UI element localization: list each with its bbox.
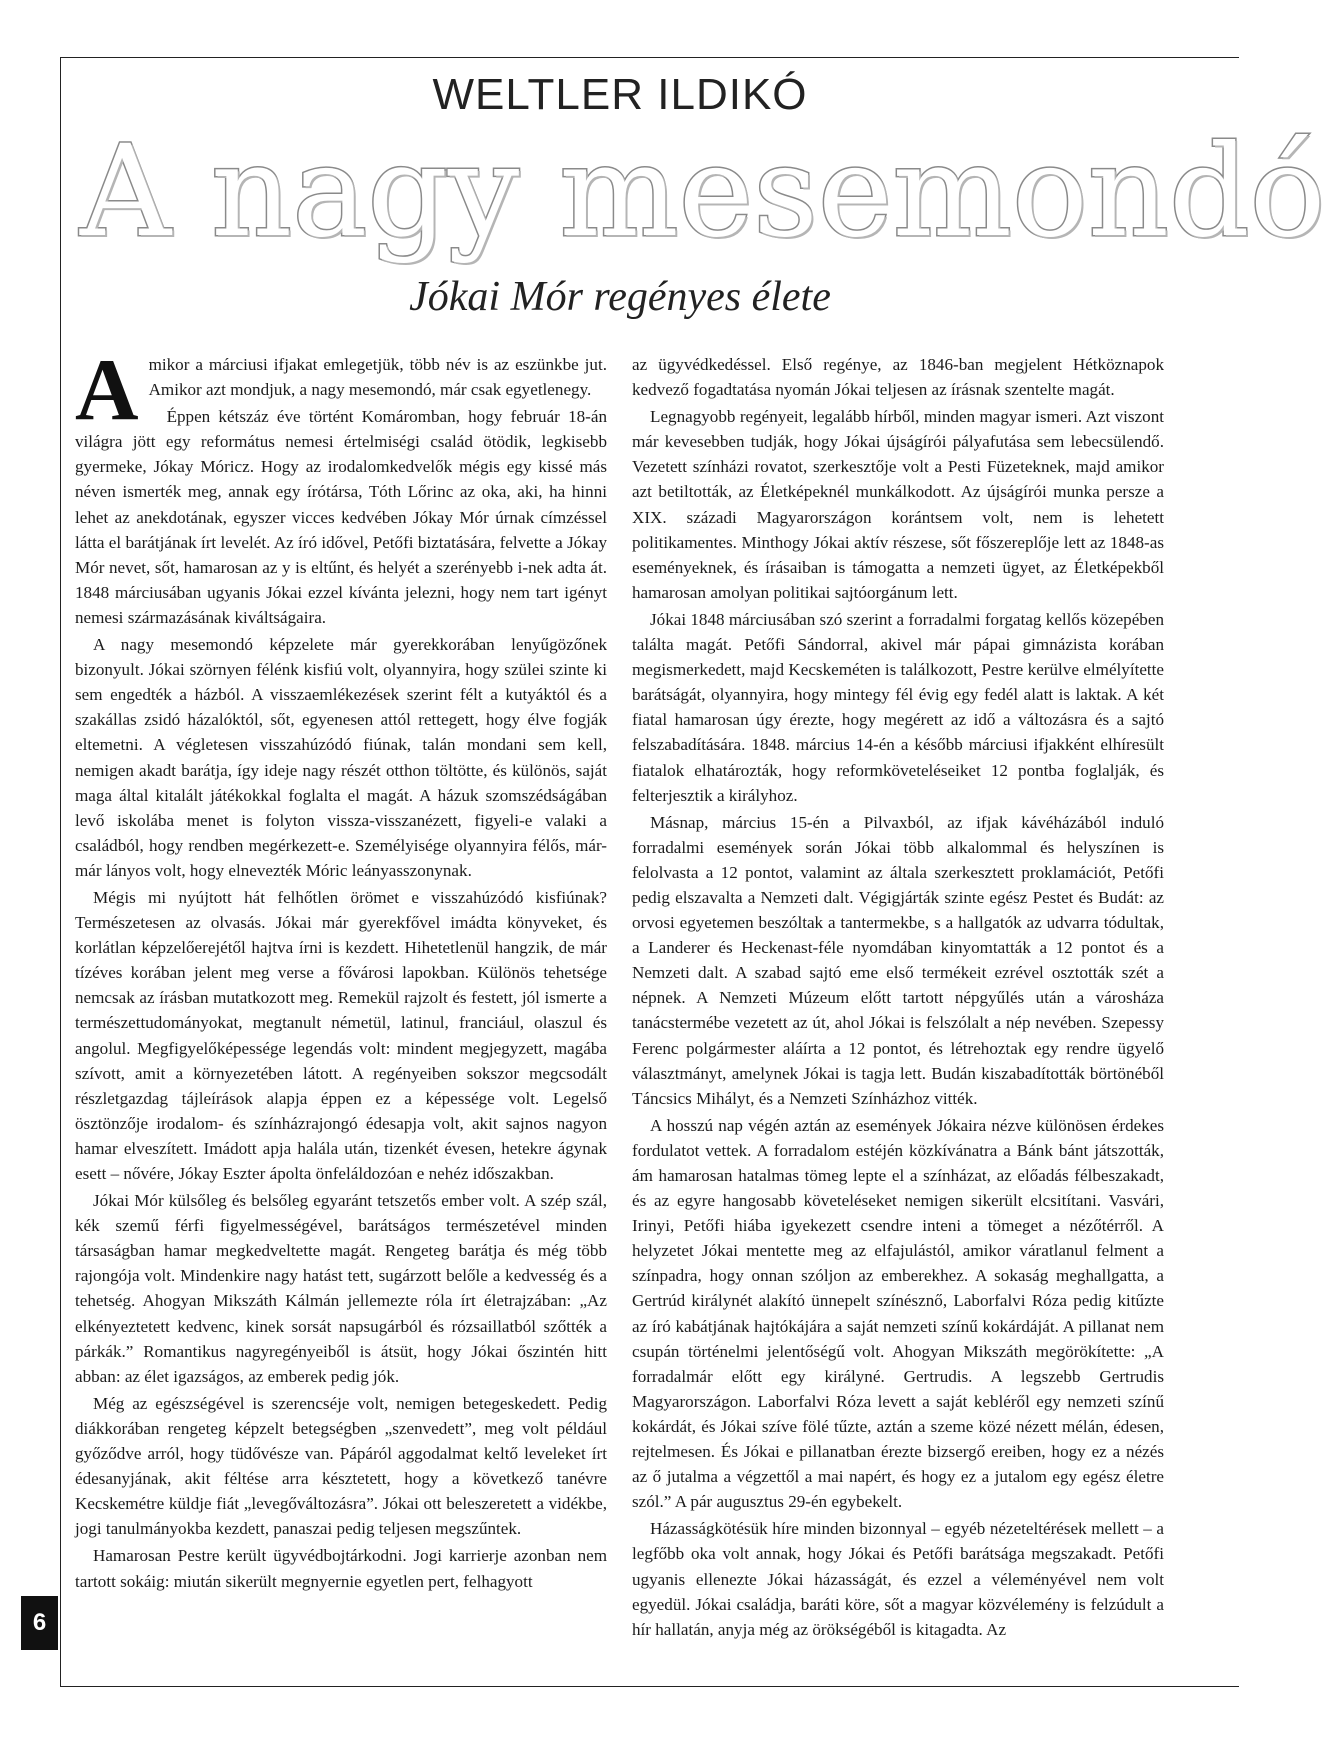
- author-name: WELTLER ILDIKÓ: [432, 70, 808, 119]
- paragraph: Éppen kétszáz éve történt Komáromban, hogy február 18-án világra jött egy református nemesi értelmiségi család ötödik, legkisebb gyermeke, Jókay Móricz. Hogy az irodalomkedvelők mégis egy kissé más néven ismerték meg, annak egy írótársa, Tóth Lőrinc az oka, aki, ha hinni lehet az anekdotának, egyszer vicces kedvében Jókay Mór úrnak címzéssel látta el barátjának írt levelét. Az író idővel, Petőfi biztatására, felvette a Jókay Mór nevet, sőt, hamarosan az y is eltűnt, és helyét a szerényebb i-nek adta át. 1848 márciusában ugyanis Jókai ezzel kívánta jelezni, hogy nem tart igényt nemesi származásának kiváltságaira.: [75, 407, 607, 627]
- paragraph-text: mikor a márciusi ifjakat emlegetjük, több név is az eszünkbe jut. Amikor azt mondjuk, a nagy mesemondó, már csak egyetlenegy.: [148, 355, 607, 400]
- paragraph: Még az egészségével is szerencséje volt, nemigen betegeskedett. Pedig diákkorában rengeteg képzelt betegségben „szenvedett”, meg volt például győződve arról, hogy tüdővésze van. Pápáról aggodalmat keltő leveleket írt édesanyjának, akit féltése arra késztetett, hogy a következő tanévre Kecskemétre küldje fiát „levegőváltozásra”. Jókai ott beleszeretett a vidékbe, jogi tanulmányokba kezdett, panaszai pedig teljesen megszűntek.: [75, 1393, 607, 1539]
- paragraph: Házasságkötésük híre minden bizonnyal – egyéb nézeteltérések mellett – a legfőbb oka volt annak, hogy Jókai és Petőfi barátsága megszakadt. Petőfi ugyanis ellenezte Jókai házasságát, és ezzel a véleményével nem volt egyedül. Jókai családja, baráti köre, sőt a magyar közvélemény is felzúdult a hír hallatán, anyja még az örökségéből is kitagadta. Az: [632, 1519, 1164, 1639]
- paragraph: az ügyvédkedéssel. Első regénye, az 1846-ban megjelent Hétköznapok kedvező fogadtatása nyomán Jókai teljesen az írásnak szentelte magát.: [632, 355, 1164, 400]
- paragraph: Legnagyobb regényeit, legalább hírből, minden magyar ismeri. Azt viszont már kevesebben tudják, hogy Jókai újságírói pályafutása sem lebecsülendő. Vezetett színházi rovatot, szerkesztője volt a Pesti Füzeteknek, majd amikor azt betiltották, az Életképeknél munkálkodott. Az újságírói munka persze a XIX. századi Magyarországon korántsem volt, nem is lehetett politikamentes. Minthogy Jókai aktív részese, sőt főszereplője lett az 1848-as eseményeknek, és írásaiban is támogatta a nemzeti ügyet, az Életképekből hamarosan amolyan politikai sajtóorgánum lett.: [632, 407, 1164, 602]
- paragraph: [75, 342, 607, 439]
- paragraph: Hamarosan Pestre került ügyvédbojtárkodni. Jogi karrierje azonban nem tartott sokáig: miután sikerült megnyernie egyetlen pert, felhagyott: [75, 1546, 607, 1591]
- paragraph: Másnap, március 15-én a Pilvaxból, az ifjak kávéházából induló forradalmi események során Jókai több alkalommal és helyszínen is felolvasta a 12 pontot, valamint az általa szerkesztett proklamációt, Petőfi pedig elszavalta a Nemzeti dalt. Végigjárták szinte egész Pestet és Budát: az orvosi egyetemen beszóltak a tantermekbe, s a hallgatók az udvarra tódultak, a Landerer és Heckenast-féle nyomdában kinyomtatták a 12 pontot és a Nemzeti dalt. A szabad sajtó eme első termékeit ezrével osztották szét a népnek. A Nemzeti Múzeum előtt tartott népgyűlés után a városháza tanácstermébe vezetett az út, ahol Jókai is felszólalt a nép nevében. Szepessy Ferenc polgármester aláírta a 12 pontot, és létrehoztak egy rendre ügyelő választmányt, amelynek Jókai is tagja lett. Budán kiszabadították börtönéből Táncsics Mihályt, és a Nemzeti Színházhoz vitték.: [632, 812, 1164, 1108]
- drop-cap: A: [75, 342, 139, 439]
- paragraph: Jókai 1848 márciusában szó szerint a forradalmi forgatag kellős közepében találta magát. Petőfi Sándorral, akivel már pápai gimnázista korában megismerkedett, majd Kecskeméten is találkozott, Pestre kerülve elmélyítette barátságát, olyannyira, hogy mintegy fél évig egy fedél alatt is laktak. A két fiatal hamarosan úgy érezte, hogy megérett az idő a változásra és a sajtó felszabadítására. 1848. március 14-én a később márciusi ifjakként elhíresült fiatalok elhatározták, hogy reformköveteléseiket 12 pontba foglalják, és felterjesztik a királyhoz.: [632, 609, 1164, 805]
- paragraph: Mégis mi nyújtott hát felhőtlen örömet e visszahúzódó kisfiúnak? Természetesen az olvasás. Jókai már gyerekfővel imádta könyveket, és korlátlan képzelőerejétől hajtva írni is kezdett. Hihetetlenül hangzik, de már tízéves korában jelent meg verse a fővárosi lapokban. Különös tehetsége nemcsak az írásban mutatkozott meg. Remekül rajzolt és festett, jól ismerte a természettudományokat, megtanult németül, latinul, franciául, olaszul és angolul. Megfigyelőképessége legendás volt: mindent megjegyzett, magába szívott, amit a környezetében látott. A regényeiben sokszor megcsodált részletgazdag tájleírások alapja éppen ez a képessége volt. Legelső ösztönzője irodalom- és színházrajongó édesapja volt, akit sajnos nagyon hamar elveszített. Imádott apja halála után, tizenkét évesen, hetekre ágynak esett – nővére, Jókay Eszter ápolta önfeláldozóan e nehéz időszakban.: [75, 887, 607, 1183]
- page-number: 6: [21, 1596, 58, 1650]
- paragraph: A nagy mesemondó képzelete már gyerekkorában lenyűgözőnek bizonyult. Jókai szörnyen félénk kisfiú volt, olyannyira, hogy szülei szinte ki sem engedték a házból. A visszaemlékezések szerint félt a kutyáktól és a szakállas zsidó házalóktól, sőt, egyenesen attól rettegett, hogy élve fogják eltemetni. A végletesen visszahúzódó fiúnak, talán mondani sem kell, nemigen akadt barátja, így ideje nagy részét otthon töltötte, és különös, saját maga által kitalált játékokkal foglalta el magát. A házuk szomszédságában levő iskolába menet is folyton vissza-visszanézett, figyeli-e valaki a családból, hogy rendben megérkezett-e. Személyisége olyannyira félős, már-már lányos volt, hogy elnevezték Móric leányasszonynak.: [75, 635, 607, 880]
- article-title: A nagy mesemondó: [80, 118, 1325, 265]
- left-column: [75, 342, 607, 1594]
- paragraph: A hosszú nap végén aztán az események Jókaira nézve különösen érdekes fordulatot vettek. A forradalom estéjén közkívánatra a Bánk bánt játszották, ám hamarosan hatalmas tömeg lepte el a színházat, az előadás félbeszakadt, és az egyre hangosabb követeléseket nemigen sikerült elcsitítani. Vasvári, Irinyi, Petőfi hiába igyekezett csendre inteni a tömeget a nézőtérről. A helyzetet Jókai mentette meg az elfajulástól, amikor váratlanul felment a színpadra, hogy onnan szóljon az emberekhez. A sokaság meghallgatta, a Gertrúd királynét alakító ünnepelt színésznő, Laborfalvi Róza pedig kitűzte az író kabátjának hajtókájára a saját nemzeti színű kokárdáját. A pillanat nem csupán történelmi jelentőségű volt. Ahogyan Mikszáth megörökítette: „A forradalmár előtt egy királyné. Gertrudis. A legszebb Gertrudis Magyarországon. Laborfalvi Róza levett a saját kebléről egy nemzeti színű kokárdát, és Jókai szíve fölé tűzte, aztán a szeme közé nézett mélán, édesen, rejtelmesen. És Jókai e pillanatban érezte bizsergő ereiben, hogy ez a nézés az ő jutalma a végzettől a mai napért, és hogy ez a jutalom egy egész életre szól.” A pár augusztus 29-én egybekelt.: [632, 1115, 1164, 1512]
- article-subtitle: Jókai Mór regényes élete: [409, 274, 831, 320]
- paragraph: Jókai Mór külsőleg és belsőleg egyaránt tetszetős ember volt. A szép szál, kék szemű férfi figyelmességével, barátságos természetével minden társaságban hamar megkedveltette magát. Rengeteg barátja és még több rajongója volt. Mindenkire nagy hatást tett, sugárzott belőle a kedvesség és a tehetség. Ahogyan Mikszáth Kálmán jellemezte róla írt életrajzában: „Az elkényeztetett kedvenc, kinek sorsát napsugárból és rózsaillatból szőtték a párkák.” Romantikus nagyregényeiből is átsüt, hogy Jókai őszintén hitt abban: az élet igazságos, az emberek pedig jók.: [75, 1191, 607, 1386]
- right-column: [632, 352, 1164, 1642]
